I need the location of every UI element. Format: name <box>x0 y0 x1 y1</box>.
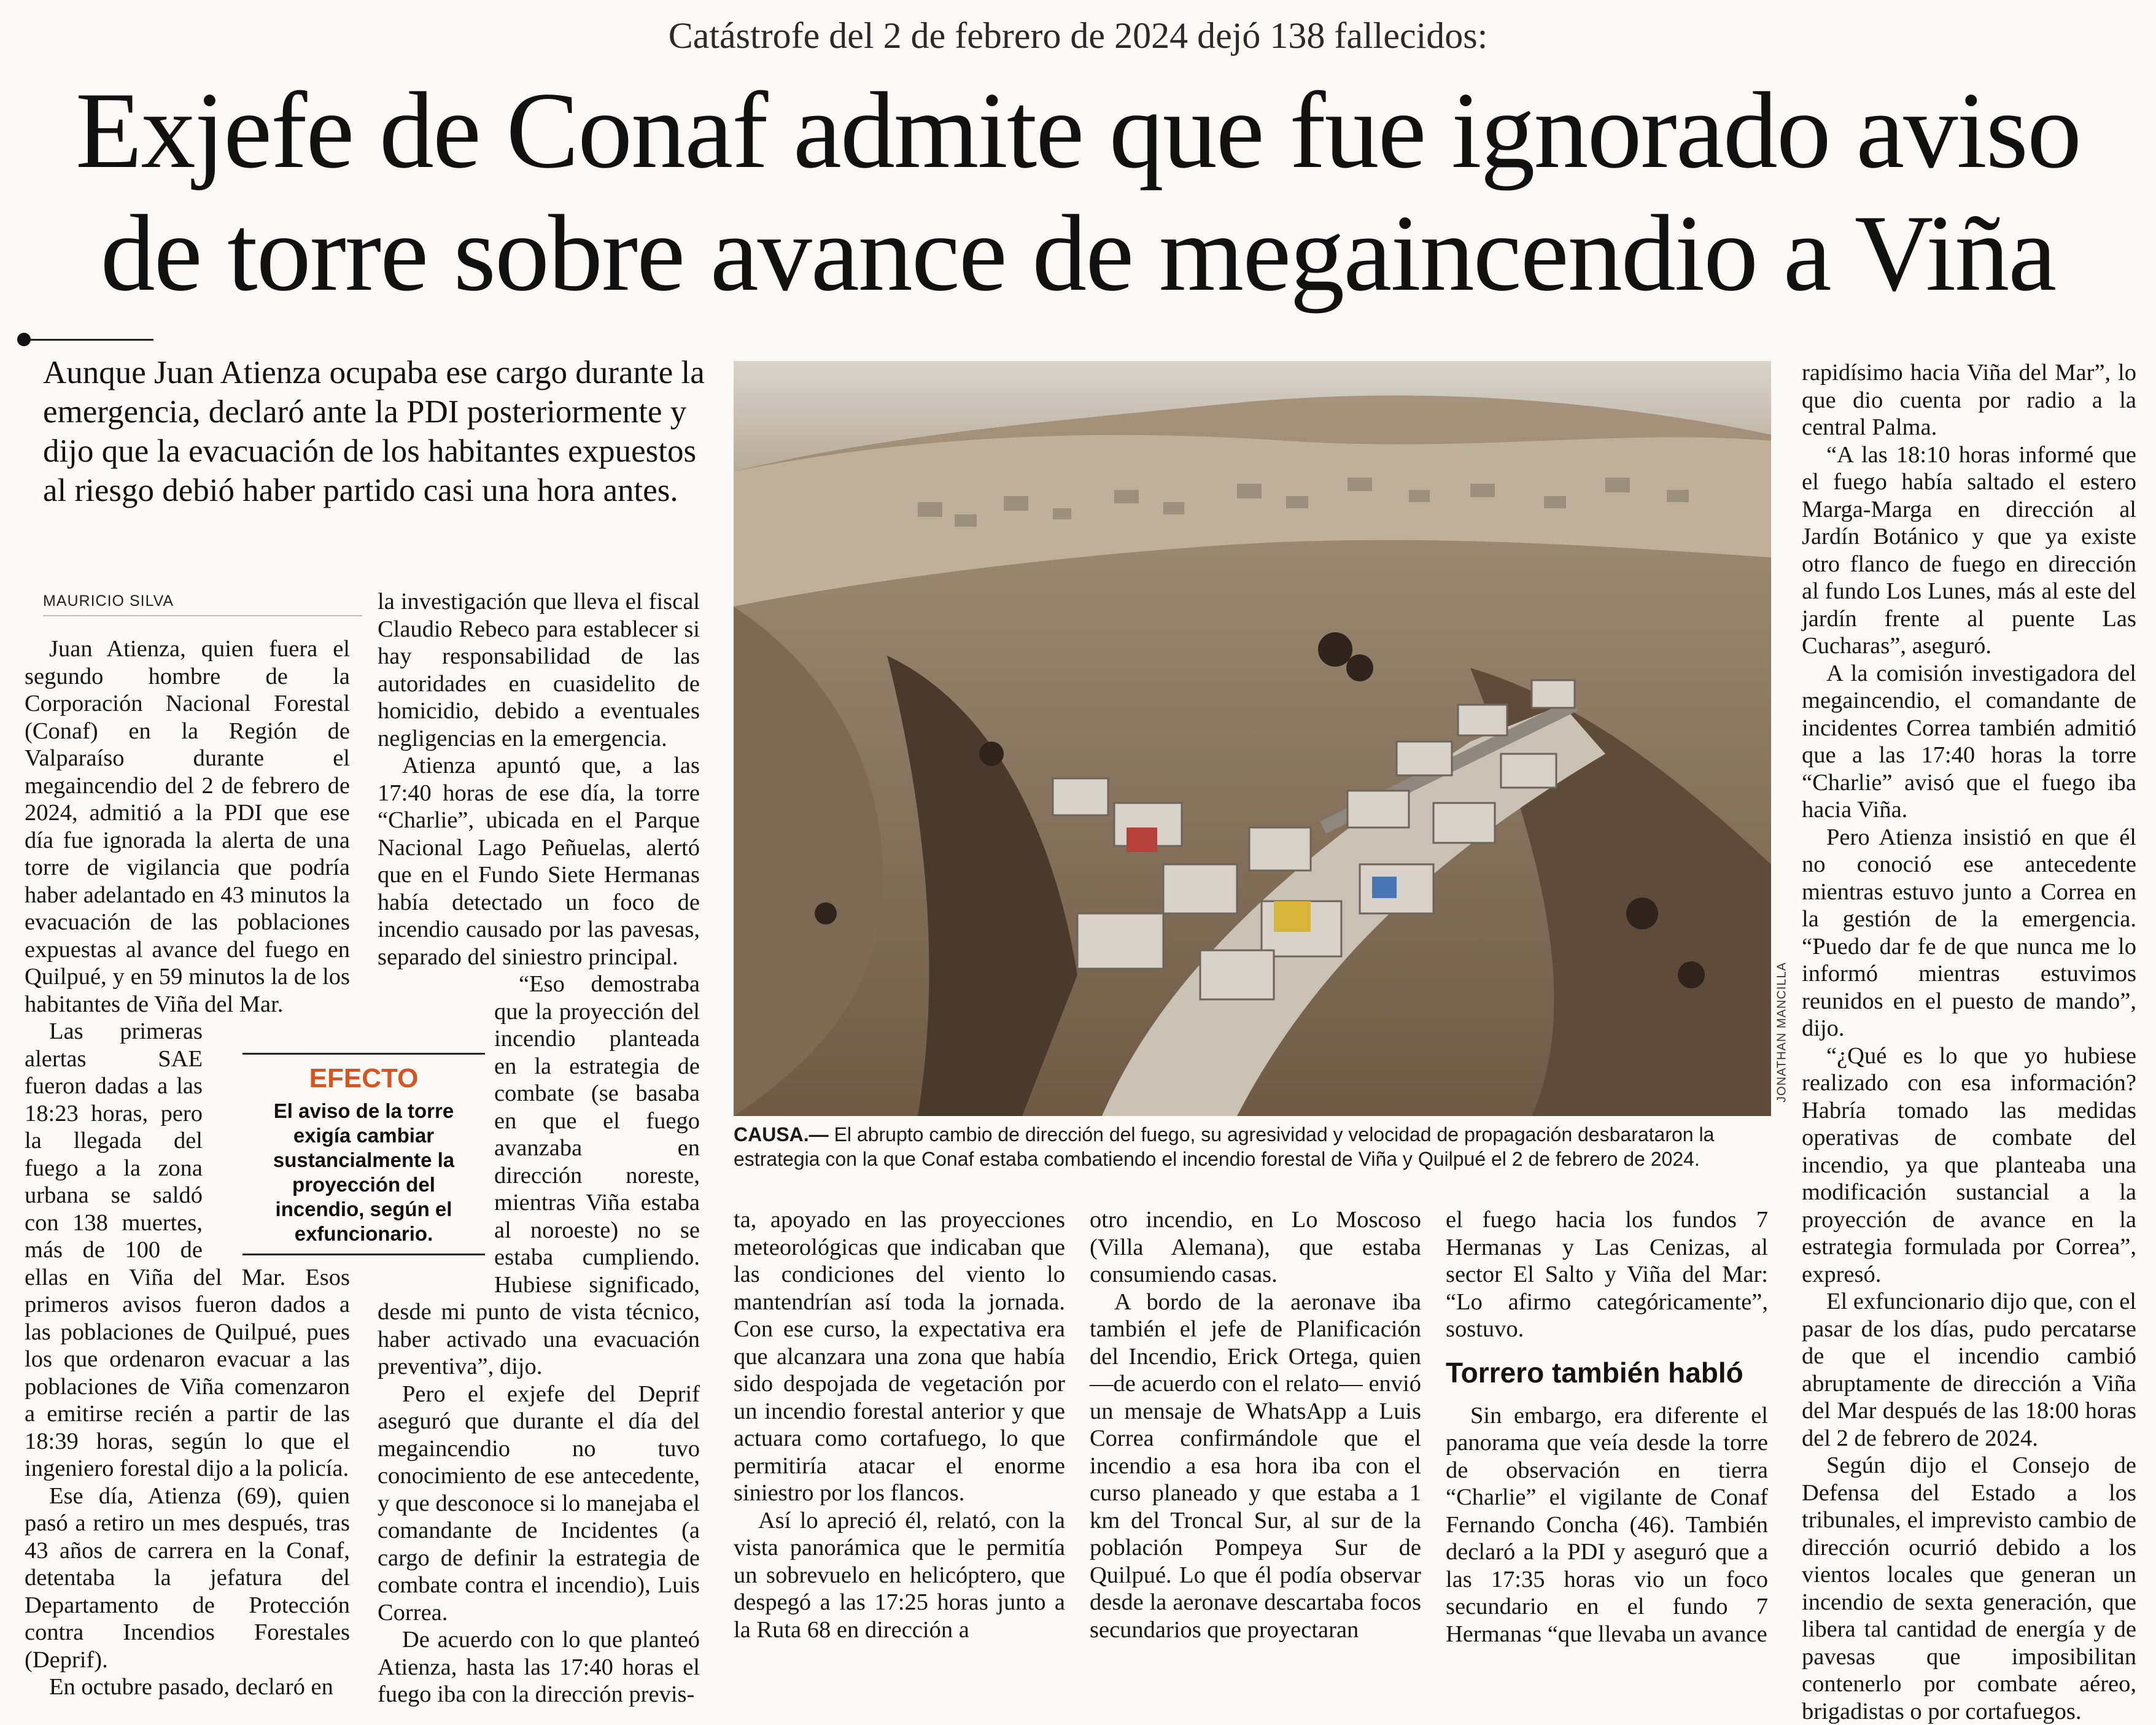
caption-text: El abrupto cambio de dirección del fuego, su agresividad y velocidad de propagación desbarataron la estrategia con la que Conaf estaba combatiendo el incendio forestal de Viña y Quilpué el 2 de febrero de 2024. <box>734 1123 1715 1170</box>
headline-line-1: Exjefe de Conaf admite que fue ignorado aviso <box>75 69 2081 191</box>
paragraph: otro incendio, en Lo Moscoso (Villa Alemana), que estaba consumiendo casas. <box>1090 1207 1421 1287</box>
aerial-photo <box>734 361 1771 1116</box>
column-6 <box>1802 359 2136 1725</box>
paragraph: Las primeras alertas SAE fueron dadas a las 18:23 horas, pero la llegada del fuego a la zona urbana se saldó con 138 muertes, más de 100 de ellas en Viña del Mar. Esos primeros avisos fueron dados a las poblaciones de Quilpué, pues los que ordenaron evacuar a las poblaciones de Viña comenzaron a emitirse recién a partir de las 18:39 horas, según lo que el ingeniero forestal dijo a la policía. <box>25 1018 350 1481</box>
photo-credit-text: JONATHAN MANCILLA <box>1775 962 1789 1103</box>
caption-label: CAUSA.— <box>734 1123 829 1145</box>
kicker: Catástrofe del 2 de febrero de 2024 dejó 138 fallecidos: <box>668 15 1488 56</box>
paragraph: En octubre pasado, declaró en <box>49 1674 333 1700</box>
sidebar-title: EFECTO <box>309 1063 419 1093</box>
byline: MAURICIO SILVA <box>43 592 362 616</box>
column-4 <box>1090 1206 1421 1643</box>
paragraph: ta, apoyado en las proyecciones meteorológicas que indicaban que las condiciones del viento lo mantendrían así toda la jornada. Con ese curso, la expectativa era que alcanzara una zona que había sido despojada de vegetación por un incendio forestal anterior y que actuara como cortafuego, lo que permitiría atacar el enorme siniestro por los flancos. <box>734 1207 1065 1506</box>
paragraph: El exfuncionario dijo que, con el pasar de los días, pudo percatarse de que el incendio cambió abruptamente de dirección a Viña del Mar después de las 18:00 horas del 2 de febrero de 2024. <box>1802 1289 2136 1451</box>
paragraph: A bordo de la aeronave iba también el jefe de Planificación del Incendio, Erick Ortega, quien —de acuerdo con el relato— envió un mensaje de WhatsApp a Luis Correa confirmándole que el incendio a esa hora iba con el curso planeado y que estaba a 1 km del Troncal Sur, al sur de la población Pompeya Sur de Quilpué. Lo que él podía observar desde la aeronave descartaba focos secundarios que proyectaran <box>1090 1289 1421 1643</box>
paragraph: Ese día, Atienza (69), quien pasó a retiro un mes después, tras 43 años de carrera en la Conaf, detentaba la jefatura del Departamento de Protección contra Incendios Forestales (Deprif). <box>25 1483 350 1673</box>
paragraph: De acuerdo con lo que planteó Atienza, hasta las 17:40 horas el fuego iba con la dirección previs- <box>378 1627 700 1707</box>
headline <box>37 69 2119 314</box>
headline-line-2: de torre sobre avance de megaincendio a Viña <box>100 192 2056 314</box>
paragraph: “¿Qué es lo que yo hubiese realizado con esa información? Habría tomado las medidas operativas de combate del incendio, ya que planteaba una modificación sustancial a la proyección de avance en la estrategia formulada por Correa”, expresó. <box>1802 1042 2136 1287</box>
burned-hillside-image <box>734 361 1771 1116</box>
sidebar-text: El aviso de la torre exigía cambiar sustancialmente la proyección del incendio, según el exfuncionario. <box>273 1099 455 1245</box>
column-3 <box>734 1206 1065 1643</box>
paragraph: Pero Atienza insistió en que él no conoció ese antecedente mientras estuvo junto a Correa en la gestión de la emergencia. “Puedo dar fe de que nunca me lo informó mientras estuvimos reunidos en el puesto de mando”, dijo. <box>1802 824 2136 1041</box>
paragraph: la investigación que lleva el fiscal Claudio Rebeco para establecer si hay responsabilidad de las autoridades en cuasidelito de homicidio, debido a eventuales negligencias en la emergencia. <box>378 589 700 751</box>
paragraph: rapidísimo hacia Viña del Mar”, lo que dio cuenta por radio a la central Palma. <box>1802 360 2136 440</box>
paragraph: A la comisión investigadora del megaincendio, el comandante de incidentes Correa también admitió que a las 17:40 horas la torre “Charlie” avisó que el fuego iba hacia Viña. <box>1802 660 2136 823</box>
photo-caption <box>734 1122 1771 1171</box>
deck: Aunque Juan Atienza ocupaba ese cargo durante la emergencia, declaró ante la PDI posteriormente y dijo que la evacuación de los habitantes expuestos al riesgo debió haber partido casi una hora antes. <box>43 355 705 508</box>
deck-rule-dot <box>17 333 31 346</box>
paragraph: Según dijo el Consejo de Defensa del Estado a los tribunales, el imprevisto cambio de dirección ocurrió debido a los vientos locales que generan un incendio de sexta generación, que libera tal cantidad de energía y de pavesas que imposibilitan contenerlo por combate aéreo, brigadistas o por cortafuegos. <box>1802 1452 2136 1724</box>
photo-credit <box>1773 952 1791 1117</box>
deck-rule-line <box>31 339 153 341</box>
paragraph: “Eso demostraba que la proyección del incendio planteada en la estrategia de combate (se basaba en que el fuego avanzaba en dirección noreste, mientras Viña estaba al noroeste) no se estaba cumpliendo. Hubiese significado, desde mi punto de vista técnico, haber activado una evacuación preventiva”, dijo. <box>378 971 700 1379</box>
column-5 <box>1446 1206 1768 1648</box>
paragraph: Pero el exjefe del Deprif aseguró que durante el día del megaincendio no tuvo conocimiento de ese antecedente, y que desconoce si lo manejaba el comandante de Incidentes (a cargo de definir la estrategia de combate contra el incendio), Luis Correa. <box>378 1381 700 1626</box>
paragraph: Atienza apuntó que, a las 17:40 horas de ese día, la torre “Charlie”, ubicada en el Parque Nacional Lago Peñuelas, alertó que en el Fundo Siete Hermanas había detectado un foco de incendio causado por las pavesas, separado del siniestro principal. <box>378 753 700 970</box>
sidebar-efecto <box>242 1053 485 1255</box>
paragraph: Sin embargo, era diferente el panorama que veía desde la torre de observación en tierra “Charlie” el vigilante de Conaf Fernando Concha (46). También declaró a la PDI y aseguró que a las 17:35 horas vio un foco secundario en el fundo 7 Hermanas “que llevaba un avance <box>1446 1402 1768 1647</box>
paragraph: el fuego hacia los fundos 7 Hermanas y Las Cenizas, al sector El Salto y Viña del Mar: “Lo afirmo categóricamente”, sostuvo. <box>1446 1207 1768 1342</box>
subheading: Torrero también habló <box>1446 1356 1743 1389</box>
paragraph: “A las 18:10 horas informé que el fuego había saltado el estero Marga-Marga en dirección al Jardín Botánico y que ya existe otro flanco de fuego en dirección al fundo Los Lunes, más al este del jardín frente al puente Las Cucharas”, aseguró. <box>1802 441 2136 659</box>
paragraph: Así lo apreció él, relató, con la vista panorámica que le permitía un sobrevuelo en helicóptero, que despegó a las 17:25 horas junto a la Ruta 68 en dirección a <box>734 1507 1065 1643</box>
paragraph: Juan Atienza, quien fuera el segundo hombre de la Corporación Nacional Forestal (Conaf) en la Región de Valparaíso durante el megaincendio del 2 de febrero de 2024, admitió a la PDI que ese día fue ignorada la alerta de una torre de vigilancia que podría haber adelantado en 43 minutos la evacuación de las poblaciones expuestas al avance del fuego en Quilpué, y en 59 minutos la de los habitantes de Viña del Mar. <box>25 636 350 1017</box>
